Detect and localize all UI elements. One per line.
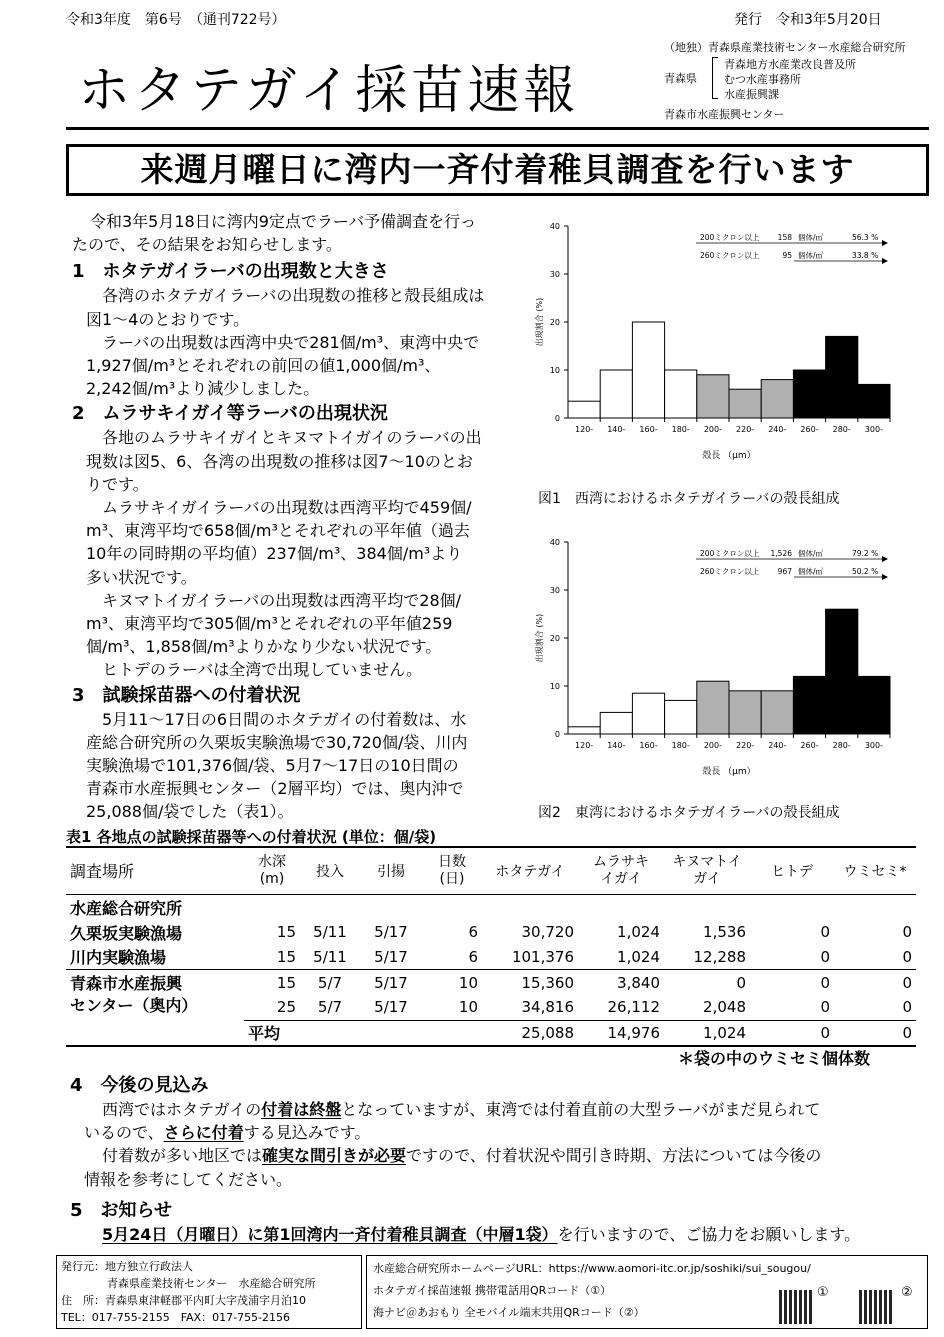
table-cell: 5/17 — [374, 947, 408, 966]
bar — [858, 384, 890, 418]
x-tick-label: 160- — [639, 741, 658, 750]
bar — [568, 727, 600, 734]
annotation-label: 200ミクロン以上 — [700, 233, 760, 242]
x-tick-label: 180- — [671, 741, 690, 750]
section5-line — [66, 1223, 932, 1246]
table-cell: 6 — [468, 947, 478, 966]
footer-publisher-box — [56, 1255, 362, 1329]
bar — [697, 375, 729, 418]
section2-line: ヒトデのラーバは全湾で出現していません。 — [102, 660, 423, 680]
header-cell — [244, 848, 300, 894]
qr-code-1[interactable] — [779, 1290, 813, 1324]
emphasis: 5月24日（月曜日）に第1回湾内一斉付着稚貝調査（中層1袋） — [102, 1224, 558, 1244]
table-cell: 0 — [820, 998, 830, 1017]
table-row — [66, 970, 916, 995]
emphasis: さらに付着 — [163, 1123, 244, 1143]
section2-line: ムラサキイガイラーバの出現数は西湾平均で459個/ — [102, 498, 472, 518]
table-cell: 26,112 — [607, 998, 660, 1017]
bar — [793, 676, 825, 734]
table1 — [66, 846, 916, 1047]
table-cell: 5/17 — [374, 923, 408, 941]
table-cell: 6 — [468, 923, 478, 941]
table-cell: 1,024 — [664, 1020, 750, 1045]
x-tick-label: 300- — [864, 425, 883, 434]
x-tick-label: 260- — [800, 741, 819, 750]
table-cell: 0 — [902, 947, 912, 966]
section2-line: 10年の同時期の平均値）237個/m³、384個/m³より — [86, 544, 463, 564]
section3-line: 5月11～17日の6日間のホタテガイの付着数は、水 — [102, 709, 467, 729]
section4-line: 情報を参考にしてください。 — [84, 1169, 293, 1189]
qr-label-2: ② — [901, 1285, 913, 1300]
table-cell: 14,976 — [578, 1020, 664, 1045]
annotation-label: 260ミクロン以上 — [700, 251, 760, 260]
text: 西湾ではホタテガイの — [102, 1100, 262, 1119]
annotation-count: 95 — [782, 251, 792, 260]
annotation-percent: 50.2 % — [852, 567, 879, 576]
annotation-count: 158 — [777, 233, 792, 242]
header-cell: ヒトデ — [771, 863, 813, 880]
table-cell: 5/7 — [317, 973, 343, 992]
section1-line: 2,242個/m³より減少しました。 — [86, 379, 320, 399]
section3-heading: 3 試験採苗器への付着状況 — [72, 684, 301, 706]
table-row — [66, 895, 916, 920]
header-text: (m) — [259, 870, 285, 887]
x-tick-label: 280- — [832, 425, 851, 434]
x-tick-label: 300- — [864, 741, 883, 750]
header-cell — [578, 848, 664, 894]
x-tick-label: 280- — [832, 741, 851, 750]
text: 付着数が多い地区では — [102, 1146, 263, 1166]
table-cell: 30,720 — [521, 923, 574, 941]
figure2-caption: 図2 東湾におけるホタテガイラーバの殻長組成 — [538, 805, 840, 821]
section2-line: 各地のムラサキイガイとキヌマトイガイのラーバの出 — [102, 428, 482, 448]
section4-heading: 4 今後の見込み — [70, 1075, 209, 1096]
header-text: キヌマトイ — [672, 853, 742, 870]
table-cell: 5/17 — [374, 973, 408, 992]
section2-line: りです。 — [86, 474, 149, 494]
section3-line: 青森市水産振興センター（2層平均）では、奥内沖で — [86, 779, 464, 799]
table-cell: 0 — [902, 973, 912, 992]
footer-line: TEL：017-755-2155 FAX：017-755-2156 — [61, 1311, 291, 1324]
bar — [826, 336, 858, 418]
table-cell: 25,088 — [482, 1020, 578, 1045]
annotation-count: 967 — [777, 567, 792, 576]
location-text: センター（奥内） — [70, 996, 198, 1015]
section1-line: 図1～4のとおりです。 — [86, 309, 250, 329]
header-text: (日) — [439, 870, 465, 887]
table-cell: 12,288 — [693, 947, 746, 966]
qr-label-1: ① — [817, 1285, 829, 1300]
header-text: 水深 — [258, 853, 286, 870]
annotation-percent: 56.3 % — [852, 233, 879, 242]
y-axis-label: 出現割合 (%) — [535, 297, 544, 347]
header-cell: ウミセミ* — [843, 863, 907, 880]
table-cell: 0 — [750, 1020, 834, 1045]
y-tick-label: 20 — [549, 318, 560, 327]
x-tick-label: 120- — [575, 425, 594, 434]
section2-line: キヌマトイガイラーバの出現数は西湾平均で28個/ — [102, 590, 462, 610]
annotation-label: 260ミクロン以上 — [700, 567, 760, 576]
emphasis: 確実な間引きが必要 — [262, 1146, 407, 1166]
annotation-label: 200ミクロン以上 — [700, 549, 760, 558]
x-tick-label: 240- — [768, 425, 787, 434]
section2-line: m³、東湾平均で658個/m³とそれぞれの平年値（過去 — [86, 521, 470, 541]
x-tick-label: 120- — [575, 741, 594, 750]
x-axis-label: 殻長 （μm） — [702, 451, 756, 461]
publisher-pref-org: 青森地方水産業改良普及所 — [724, 58, 856, 71]
table-row-average — [66, 1020, 916, 1045]
figure1 — [530, 212, 910, 512]
x-tick-label: 200- — [703, 425, 722, 434]
table-cell: 15 — [276, 947, 296, 966]
publisher-pref-org: 水産振興課 — [724, 88, 779, 101]
header-text: イガイ — [600, 870, 642, 887]
x-tick-label: 140- — [607, 741, 626, 750]
section3-line: 25,088個/袋でした（表1）。 — [86, 802, 294, 822]
annotation-arrowhead — [882, 258, 888, 264]
x-tick-label: 240- — [768, 741, 787, 750]
table-cell: 15,360 — [521, 973, 574, 992]
y-tick-label: 30 — [549, 270, 560, 279]
emphasis: 付着は終盤 — [261, 1100, 342, 1119]
table-cell: 25 — [276, 998, 296, 1017]
section2-line: m³、東湾平均で305個/m³とそれぞれの平年値259 — [86, 614, 453, 634]
table-cell: 0 — [820, 923, 830, 941]
header-rule — [66, 127, 929, 130]
section2-line: 多い状況です。 — [86, 567, 197, 587]
y-tick-label: 0 — [554, 730, 560, 739]
qr-code-2[interactable] — [859, 1290, 893, 1324]
y-tick-label: 10 — [549, 682, 560, 691]
bar — [632, 693, 664, 734]
header-cell: 投入 — [316, 863, 344, 880]
location-cell — [66, 970, 244, 1020]
header-text: ガイ — [693, 870, 721, 887]
header-cell: ホタテガイ — [495, 863, 565, 880]
annotation-percent: 79.2 % — [852, 549, 879, 558]
header-cell — [664, 848, 750, 894]
bar — [729, 389, 761, 418]
table-cell: 5/11 — [313, 947, 347, 966]
intro-line: 令和3年5月18日に湾内9定点でラーバ予備調査を行っ — [90, 212, 477, 231]
text: ですので、付着状況や間引き時期、方法については今後の — [406, 1146, 822, 1166]
figure2 — [530, 528, 910, 828]
annotation-unit: 個体/㎥ — [798, 251, 824, 260]
table-row — [66, 945, 916, 970]
table-cell: 5/17 — [374, 998, 408, 1017]
x-tick-label: 260- — [800, 425, 819, 434]
header-text: ムラサキ — [593, 853, 649, 870]
figure1-caption: 図1 西湾におけるホタテガイラーバの殻長組成 — [538, 491, 840, 507]
footer-line: 青森県産業技術センター 水産総合研究所 — [107, 1277, 316, 1290]
publisher-line-last: 青森市水産振興センター — [664, 108, 785, 121]
section3-line: 産総合研究所の久栗坂実験漁場で30,720個/袋、川内 — [86, 732, 468, 752]
publisher-pref-org: むつ水産事務所 — [724, 73, 801, 86]
average-label: 平均 — [244, 1020, 482, 1045]
annotation-arrowhead — [882, 574, 888, 580]
table-cell: 34,816 — [521, 998, 574, 1017]
location-cell: 久栗坂実験漁場 — [70, 923, 183, 943]
table-cell: 0 — [902, 998, 912, 1017]
publisher-line1: （地独）青森県産業技術センター水産総合研究所 — [664, 41, 906, 54]
footer-info-box — [366, 1255, 928, 1329]
y-tick-label: 20 — [549, 634, 560, 643]
table-cell: 1,024 — [617, 923, 660, 941]
table-cell: 15 — [276, 923, 296, 941]
bar — [568, 401, 600, 418]
y-axis-label: 出現割合 (%) — [535, 613, 544, 663]
text: を行いますので、ご協力をお願いします。 — [557, 1224, 861, 1244]
x-tick-label: 140- — [607, 425, 626, 434]
text: いるので、 — [84, 1123, 164, 1143]
header-cell — [422, 848, 482, 894]
header-cell: 引揚 — [377, 863, 405, 880]
publishers — [664, 40, 906, 122]
header-cell: 調査場所 — [70, 862, 135, 882]
x-tick-label: 180- — [671, 425, 690, 434]
section1-line: ラーバの出現数は西湾中央で281個/m³、東湾中央で — [102, 332, 480, 352]
bulletin-title: ホタテガイ採苗速報 — [78, 61, 580, 121]
table-cell: 0 — [820, 947, 830, 966]
homepage-url[interactable]: 水産総合研究所ホームページURL：https://www.aomori-itc.or.jp/soshiki/sui_sougou/ — [373, 1262, 811, 1275]
table-cell: 0 — [736, 973, 746, 992]
section5-heading: 5 お知らせ — [70, 1199, 172, 1221]
bar — [665, 700, 697, 734]
section2-line: 現数は図5、6、各湾の出現数の推移は図7～10のとお — [86, 451, 473, 471]
annotation-percent: 33.8 % — [852, 251, 879, 260]
bar — [761, 691, 793, 734]
section1-heading: 1 ホタテガイラーバの出現数と大きさ — [72, 261, 389, 283]
table1-header-row — [66, 848, 916, 894]
section4-line — [66, 1098, 932, 1121]
intro-line: たので、その結果をお知らせします。 — [72, 235, 342, 255]
section3-line: 実験漁場で101,376個/袋、5月7～17日の10日間の — [86, 756, 459, 776]
y-tick-label: 40 — [549, 222, 560, 231]
footer-line: ホタテガイ採苗速報 携帯電話用QRコード（①） — [373, 1284, 612, 1297]
footer-line: 海ナビ＠あおもり 全モバイル端末共用QRコード（②） — [373, 1306, 645, 1319]
table-cell: 0 — [820, 973, 830, 992]
annotation-arrowhead — [882, 556, 888, 562]
section4 — [66, 1074, 932, 1246]
bracket — [712, 57, 718, 99]
publisher-pref-label: 青森県 — [664, 72, 697, 85]
footer-line: 発行元：地方独立行政法人 — [61, 1260, 193, 1273]
bar — [600, 370, 632, 418]
table-cell: 15 — [276, 973, 296, 992]
table-cell: 1,024 — [617, 947, 660, 966]
x-tick-label: 160- — [639, 425, 658, 434]
y-tick-label: 10 — [549, 366, 560, 375]
table-cell: 101,376 — [511, 947, 574, 966]
annotation-unit: 個体/㎥ — [798, 567, 824, 576]
issue-number: 令和3年度 第6号 （通刊722号） — [66, 12, 286, 28]
annotation-unit: 個体/㎥ — [798, 233, 824, 242]
annotation-arrowhead — [882, 240, 888, 246]
bar — [697, 681, 729, 734]
x-axis-label: 殻長 （μm） — [702, 767, 756, 777]
figure1-chart — [530, 212, 910, 482]
table-cell: 0 — [902, 923, 912, 941]
table-cell: 5/7 — [317, 998, 343, 1017]
bar — [858, 676, 890, 734]
table-cell: 5/11 — [313, 923, 347, 941]
x-tick-label: 220- — [736, 425, 755, 434]
headline-box: 来週月曜日に湾内一斉付着稚貝調査を行います — [66, 144, 929, 196]
table1-caption: 表1 各地点の試験採苗器等への付着状況 (単位：個/袋) — [66, 828, 437, 846]
table-cell: 3,840 — [617, 973, 660, 992]
section1-line: 1,927個/m³とそれぞれの前回の値1,000個/m³、 — [86, 356, 441, 376]
table-cell — [66, 1020, 244, 1045]
table1-note: ＊袋の中のウミセミ個体数 — [678, 1049, 871, 1068]
y-tick-label: 30 — [549, 586, 560, 595]
section4-line — [66, 1144, 932, 1167]
table-cell: 1,536 — [703, 923, 746, 941]
annotation-unit: 個体/㎥ — [798, 549, 824, 558]
table-cell: 2,048 — [703, 998, 746, 1017]
header-text: 日数 — [438, 853, 466, 870]
bar — [761, 380, 793, 418]
figure2-chart — [530, 528, 910, 798]
issue-date: 発行 令和3年5月20日 — [734, 12, 882, 28]
table-row — [66, 920, 916, 945]
table-cell: 10 — [458, 998, 478, 1017]
body-left-column — [72, 210, 522, 824]
bar — [793, 370, 825, 418]
group-label: 水産総合研究所 — [70, 898, 183, 918]
bar — [632, 322, 664, 418]
y-tick-label: 40 — [549, 538, 560, 547]
table-cell: 10 — [458, 973, 478, 992]
section4-line — [66, 1121, 932, 1144]
location-cell: 川内実験漁場 — [70, 948, 167, 968]
table-cell: 0 — [834, 1020, 916, 1045]
x-tick-label: 200- — [703, 741, 722, 750]
text: となっていますが、東湾では付着直前の大型ラーバがまだ見られて — [341, 1100, 821, 1119]
section1-line: 各湾のホタテガイラーバの出現数の推移と殻長組成は — [102, 286, 485, 306]
y-tick-label: 0 — [554, 414, 560, 423]
x-tick-label: 220- — [736, 741, 755, 750]
annotation-count: 1,526 — [770, 549, 792, 558]
bar — [600, 712, 632, 734]
text: する見込みです。 — [243, 1123, 371, 1143]
bar — [729, 691, 761, 734]
location-text: 青森市水産振興 — [70, 974, 183, 993]
section2-heading: 2 ムラサキイガイ等ラーバの出現状況 — [72, 403, 388, 425]
section2-line: 個/m³、1,858個/m³よりかなり少ない状況です。 — [86, 637, 442, 657]
bar — [665, 370, 697, 418]
footer-line: 住 所：青森県東津軽郡平内町大字茂浦字月泊10 — [61, 1294, 306, 1307]
bar — [826, 609, 858, 734]
